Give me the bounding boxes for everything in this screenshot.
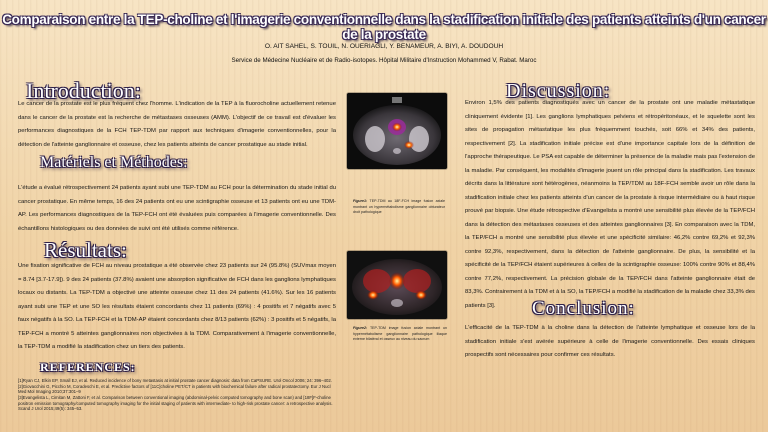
- pet-ct-image-2: [347, 251, 447, 319]
- reference-item: [2]Giovacchini G, Picchio M, Coradeschi E, et al. Predictive factors of [11C]choline PET/CT in patients with biochemical failure after radical prostatectomy. Eur J Nucl Med Mol Imaging 2010;37:301–9: [18, 383, 331, 395]
- references-list: [18, 378, 336, 412]
- discussion-text: Environ 1,5% des patients diagnostiqués avec un cancer de la prostate ont une maladie métastatique cliniquement évidente [1]. Les ganglions lymphatiques pelviens et rétropéritonéaux, et le squelette sont les sites de propagation métastatique les plus fréquemment touchés, soit 66% et 34% des patients, respectivement [2]. La stadification initiale précise est d'une importance capitale lors de la définition de l'approche thérapeutique. Le PSA est capable de déterminer la présence de la maladie mais pas l'extension de la maladie. Par conséquent, les modalités d'imagerie jouent un rôle principal dans la stadification. Les travaux décrits dans la littérature sont hétérogènes, néanmoins la TEP/TDM au 18F-FCH semble avoir un rôle dans la stadification initiale chez les patients atteints d'un cancer de la prostate à risque intermédiaire ou à haut risque prouvé par biopsie. Une étude rétrospective d'Evangelista a montré une sensibilité plus élevée de la TEP/FCH dans la détection des métastases osseuses et des atteintes ganglionnaires [3]. En comparaison avec la TDM, la TEP/FCH a montré une sensibilité plus élevée et une spécificité similaire: 46,2% contre 69,2% et 92,3% contre 92,3%, respectivement, dans la détection de l'atteinte ganglionnaire. De plus, la sensibilité et la spécificité de la TEP/FCH étaient supérieures à celles de la scintigraphie osseuse: 100% contre 90% et 88,4% contre 77,2%, respectivement. La précision globale de la TEP/FCH dans l'atteinte ganglionnaire était de 83,3%. Contrairement à la TDM et à la SO, la TEP/FCH a modifié la stadification de la maladie chez 33,3% des patients [3].: [465, 100, 755, 309]
- methods-text: L'étude a évalué rétrospectivement 24 patients ayant subi une TEP-TDM au FCH pour la détermination du stade initial du cancer prostatique. En même temps, 16 des 24 patients ont eu une scintigraphie osseuse et 13 patients ont eu une TDM-AP. Les performances diagnostiques de la TEP-FCH ont été évaluées puis comparées à l'imagerie conventionnelle. Des échantillons histologiques ou des données de suivi ont été utilisés comme référence.: [18, 185, 336, 232]
- reference-item: [1]Ryan CJ, Elkin EP, Small EJ, et al. Reduced incidence of bony metastasis at initial prostate cancer diagnosis: data from CaPSURE. Urol Oncol 2006; 24: 396–402.: [18, 378, 332, 383]
- discussion-heading: Discussion:: [506, 80, 611, 102]
- figure2-caption-text: TEP-TDM image fusion axiale montrant un hypermétabolisme ganglionnaire pathologique iliaque externe bilatéral et osseux au niveau du sacrum: [353, 326, 447, 342]
- authors: O. AIT SAHEL, S. TOUIL, N. OUERIAGLI, Y. BENAMEUR, A. BIYI, A. DOUDOUH: [264, 43, 504, 50]
- affiliation: Service de Médecine Nucléaire et de Radio-isotopes. Hôpital Militaire d'Instruction Mohammed V, Rabat. Maroc: [231, 57, 537, 64]
- introduction-text: Le cancer de la prostate est le plus fréquent chez l'homme. L'indication de la TEP à la fluorocholine actuellement retenue dans le cancer de la prostate est la recherche de métastases osseuses (AMM). L'objectif de ce travail est d'évaluer les performances diagnostiques de la FCH TEP-TDM par rapport aux techniques d'imagerie conventionnelles, pour la détection de l'atteinte ganglionnaire et osseuse, chez les patients atteints de cancer prostatique au stade initial.: [18, 101, 336, 148]
- methods-heading: Matériels et Méthodes:: [40, 154, 188, 171]
- results-text: Une fixation significative de FCH au niveau prostatique a été observée chez 23 patients sur 24 (95.8%) (SUVmax moyen = 8.74 [3.7-17.9]). 9 des 24 patients (37.8%) avaient une absorption significative de FCH dans les ganglions lymphatiques locaux ou distants. La TEP-TDM a objectivé une atteinte osseuse chez 11 des 24 patients (41.6%). Sur les 16 patients ayant subi une TEP et une SO les résultats étaient concordants chez 11 patients (69%) : 4 positifs et 7 négatifs avec 5 faux négatifs à la SO. La TEP-FCH et la TDM-AP étaient concordants chez 8/13 patients (62%) : 3 positifs et 5 négatifs, la TEP-FCH a montré 5 atteintes ganglionnaires non objectivées à la TDM. Comparativement à l'imagerie conventionnelle, la TEP-TDM a modifié la stadification chez un tiers des patients.: [18, 263, 336, 350]
- references-heading: REFERENCES:: [40, 360, 136, 374]
- figure2-caption: [353, 326, 447, 343]
- figure2-label: Figure2:: [353, 326, 368, 330]
- conclusion-heading: Conclusion:: [532, 298, 635, 319]
- figure1-caption-text: TEP-TDM au 18F-FCH image fusion axiale montrant un hypermétabolisme ganglionnaire obturateur droit pathologique: [353, 199, 445, 215]
- figure1-label: Figure1:: [353, 199, 368, 203]
- poster-title: Comparaison entre la TEP-choline et l'imagerie conventionnelle dans la stadification initiale des patients atteints d'un cancer de la prostate: [2, 12, 766, 42]
- conclusion-text: L'efficacité de la TEP-TDM à la choline dans la détection de l'atteinte lymphatique et osseuse lors de la stadification initiale s'est avérée supérieure à celle de l'imagerie conventionnelle. Des essais cliniques prospectifs sont nécessaires pour confirmer ces résultats.: [465, 325, 755, 358]
- introduction-heading: Introduction:: [26, 78, 141, 103]
- pet-ct-image-1: [347, 93, 447, 169]
- reference-item: [3]Evangelista L, Cimitan M, Zattoni F, et al. Comparison between conventional imaging (abdominal-pelvic computed tomography and bone scan) and [18F]F-choline positron emission tomography/computed tomography imaging for the initial staging of patients with intermediate- to high-risk prostate cancer: a retrospective analysis. Scand J Urol 2015;49(5): 345–53.: [18, 395, 333, 412]
- figure1-caption: [353, 199, 445, 216]
- results-heading: Résultats:: [44, 238, 127, 262]
